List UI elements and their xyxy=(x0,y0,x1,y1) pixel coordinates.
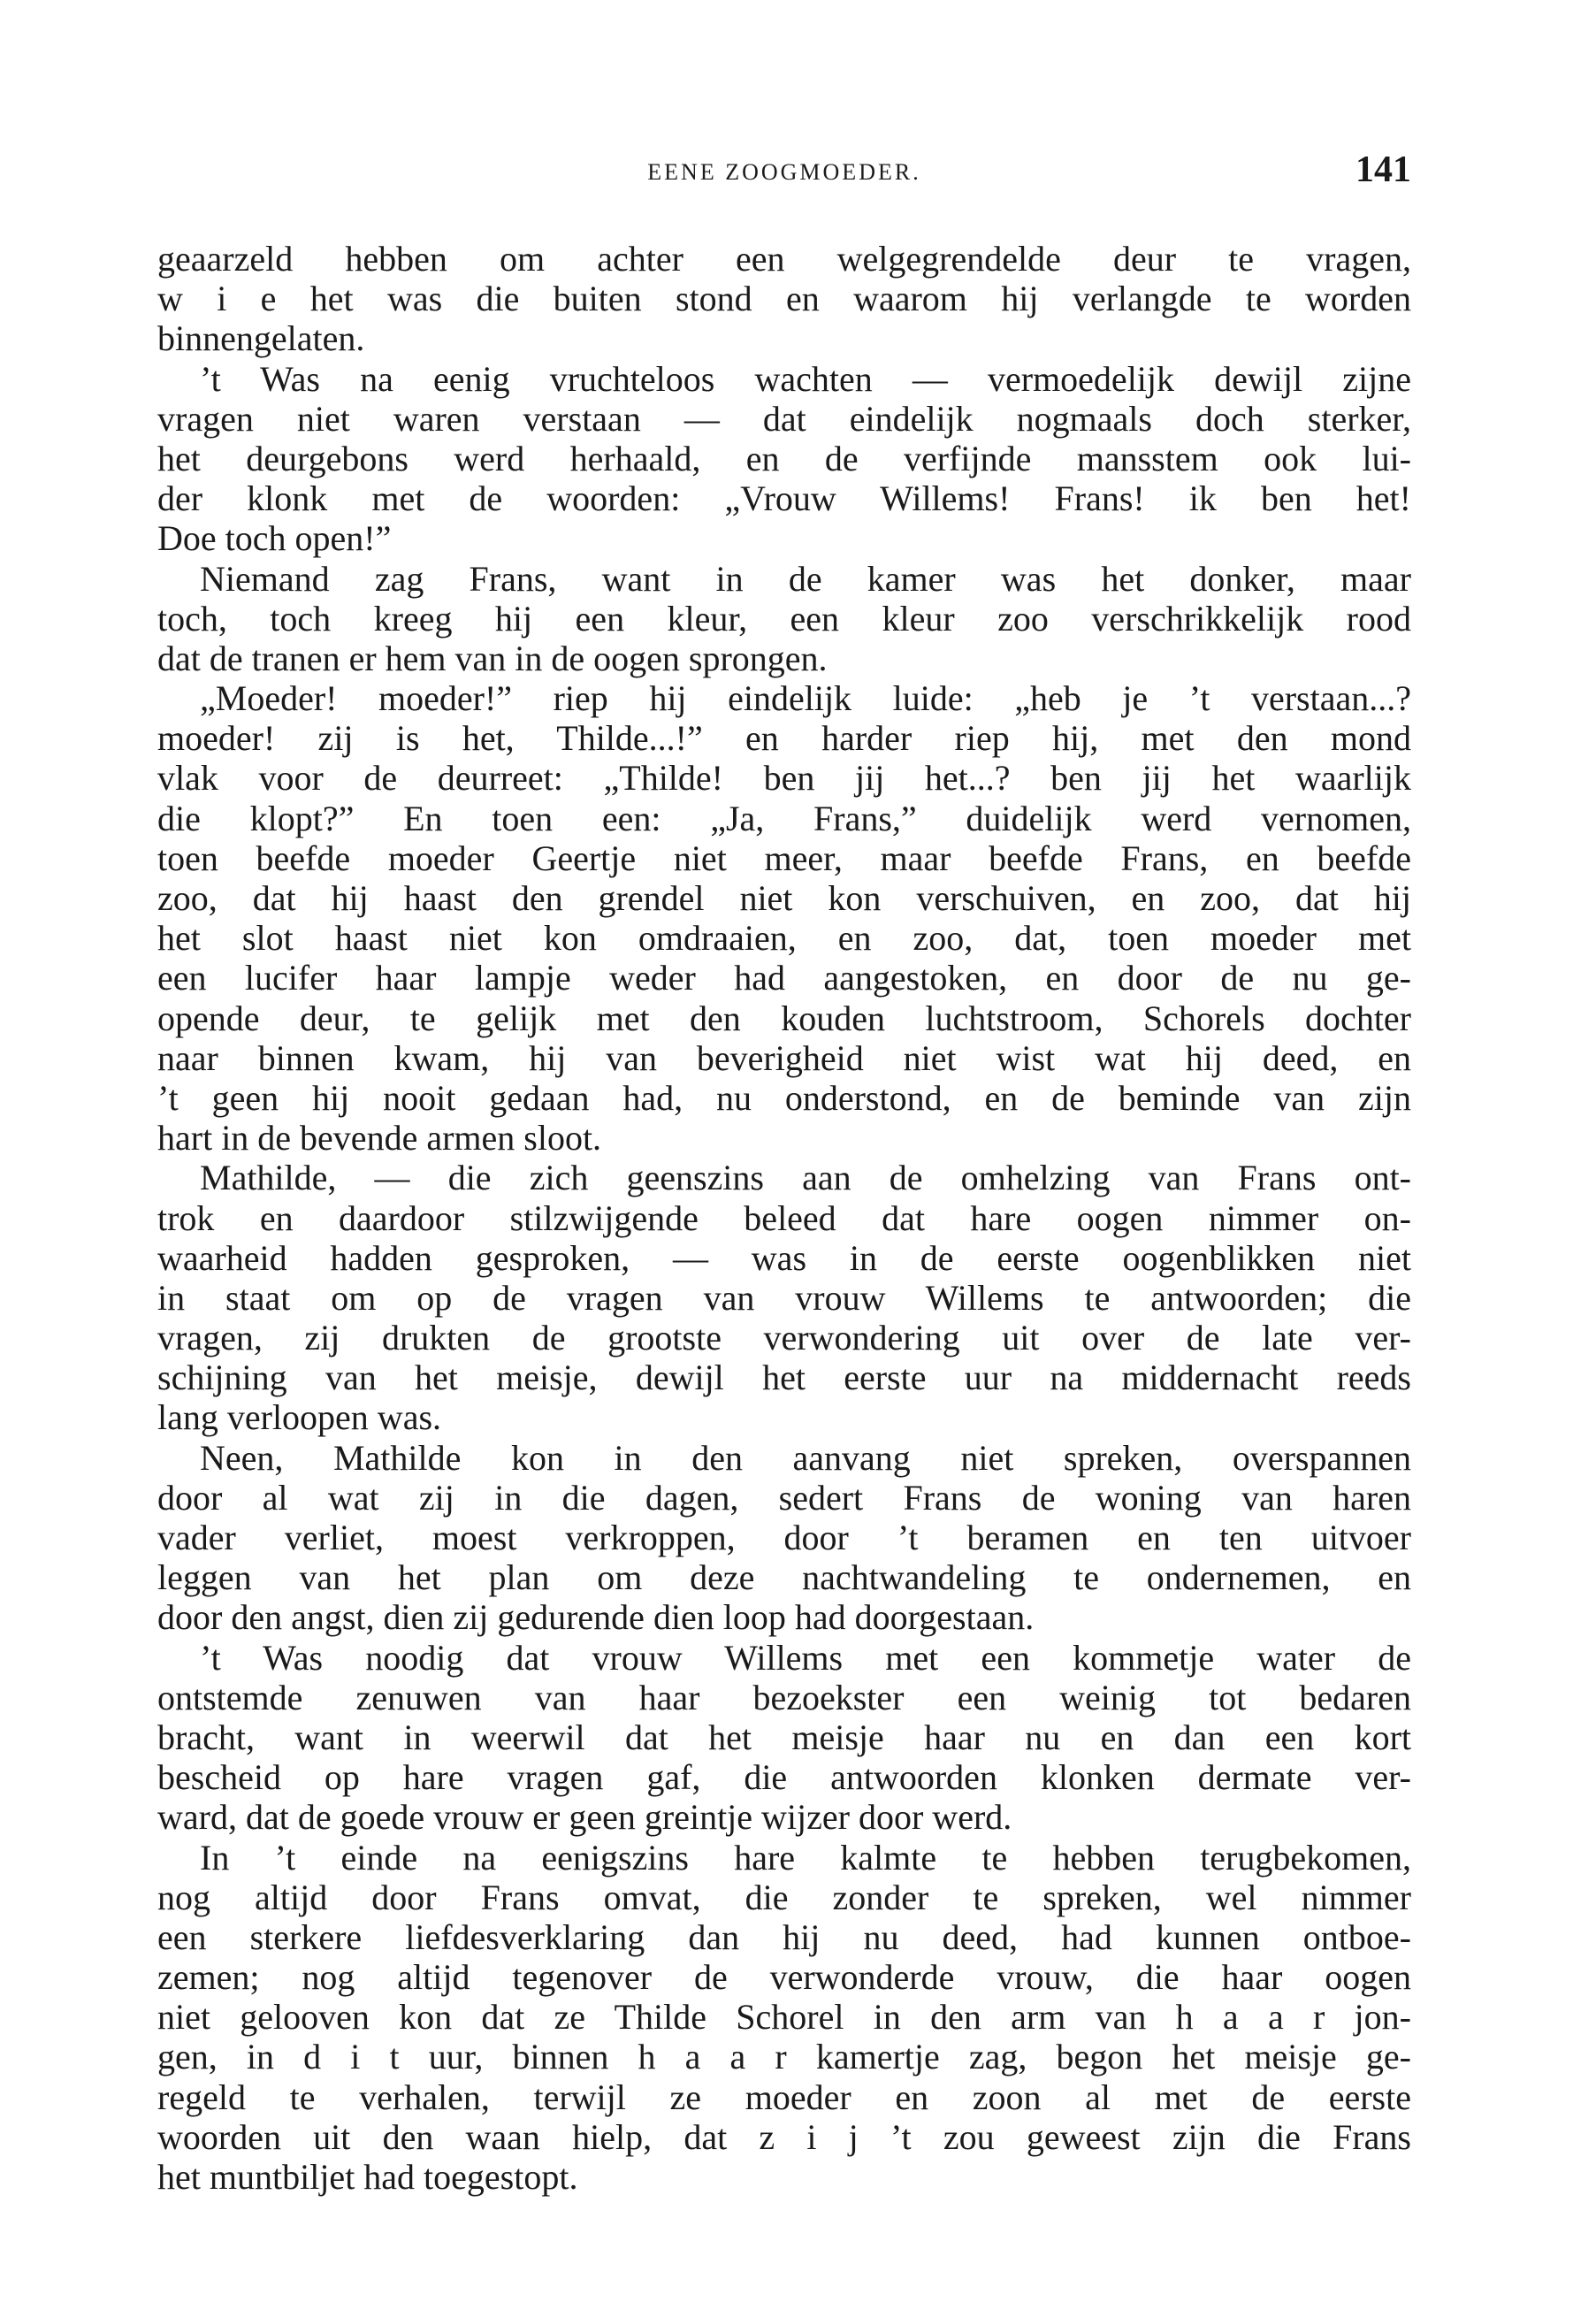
text-line: opende deur, te gelijk met den kouden luchtstroom, Schorels dochter xyxy=(157,998,1411,1038)
text-line: schijning van het meisje, dewijl het eerste uur na middernacht reeds xyxy=(157,1357,1411,1398)
text-line: lang verloopen was. xyxy=(157,1397,442,1438)
text-line: dat de tranen er hem van in de oogen sprongen. xyxy=(157,638,828,678)
text-line: bracht, want in weerwil dat het meisje haar nu en dan een kort xyxy=(157,1717,1411,1757)
text-line: het muntbiljet had toegestopt. xyxy=(157,2157,578,2197)
text-line: door den angst, dien zij gedurende dien loop had doorgestaan. xyxy=(157,1597,1035,1638)
text-line: zoo, dat hij haast den grendel niet kon verschuiven, en zoo, dat hij xyxy=(157,878,1411,918)
text-line: ’t Was noodig dat vrouw Willems met een kommetje water de xyxy=(200,1637,1411,1678)
text-line: door al wat zij in die dagen, sedert Frans de woning van haren xyxy=(157,1477,1411,1518)
text-line: die klopt?” En toen een: „Ja, Frans,” duidelijk werd vernomen, xyxy=(157,798,1411,838)
text-line: ’t geen hij nooit gedaan had, nu onderstond, en de beminde van zijn xyxy=(157,1077,1411,1118)
text-line: Niemand zag Frans, want in de kamer was het donker, maar xyxy=(200,558,1411,599)
text-line: naar binnen kwam, hij van beverigheid niet wist wat hij deed, en xyxy=(157,1037,1411,1078)
text-line: ’t Was na eenig vruchteloos wachten — vermoedelijk dewijl zijne xyxy=(200,358,1411,399)
text-line: „Moeder! moeder!” riep hij eindelijk luide: „heb je ’t verstaan...? xyxy=(200,678,1411,719)
running-header xyxy=(157,149,1411,193)
text-line: een sterkere liefdesverklaring dan hij nu deed, had kunnen ontboe- xyxy=(157,1916,1411,1957)
text-line: hart in de bevende armen sloot. xyxy=(157,1118,602,1159)
text-line: geaarzeld hebben om achter een welgegrendelde deur te vragen, xyxy=(157,239,1411,279)
text-line: bescheid op hare vragen gaf, die antwoorden klonken dermate ver- xyxy=(157,1757,1411,1798)
text-line: ontstemde zenuwen van haar bezoekster een weinig tot bedaren xyxy=(157,1677,1411,1717)
body-text xyxy=(157,239,1411,2197)
text-line: ward, dat de goede vrouw er geen greintje wijzer door werd. xyxy=(157,1797,1012,1838)
text-line: Neen, Mathilde kon in den aanvang niet spreken, overspannen xyxy=(200,1437,1411,1478)
running-title: EENE ZOOGMOEDER. xyxy=(647,159,921,185)
text-line: Mathilde, — die zich geenszins aan de omhelzing van Frans ont- xyxy=(200,1158,1411,1198)
text-line: In ’t einde na eenigszins hare kalmte te hebben terugbekomen, xyxy=(200,1837,1411,1878)
text-line: trok en daardoor stilzwijgende beleed dat hare oogen nimmer on- xyxy=(157,1197,1411,1238)
text-line: moeder! zij is het, Thilde...!” en harder riep hij, met den mond xyxy=(157,718,1411,759)
text-line: niet gelooven kon dat ze Thilde Schorel in den arm van h a a r jon- xyxy=(157,1997,1411,2038)
text-line: binnengelaten. xyxy=(157,318,365,359)
page-number: 141 xyxy=(1355,149,1411,190)
text-line: zemen; nog altijd tegenover de verwonderde vrouw, die haar oogen xyxy=(157,1957,1411,1998)
text-line: een lucifer haar lampje weder had aangestoken, en door de nu ge- xyxy=(157,958,1411,998)
text-line: nog altijd door Frans omvat, die zonder te spreken, wel nimmer xyxy=(157,1877,1411,1917)
text-line: vader verliet, moest verkroppen, door ’t beramen en ten uitvoer xyxy=(157,1518,1411,1557)
text-line: het deurgebons werd herhaald, en de verfijnde mansstem ook lui- xyxy=(157,438,1411,478)
text-line: w i e het was die buiten stond en waarom hij verlangde te worden xyxy=(157,279,1411,319)
text-line: Doe toch open!” xyxy=(157,518,392,559)
text-line: vlak voor de deurreet: „Thilde! ben jij het...? ben jij het waarlijk xyxy=(157,758,1411,799)
text-line: in staat om op de vragen van vrouw Willems te antwoorden; die xyxy=(157,1277,1411,1318)
text-line: der klonk met de woorden: „Vrouw Willems! Frans! ik ben het! xyxy=(157,478,1411,519)
text-line: toch, toch kreeg hij een kleur, een kleur zoo verschrikkelijk rood xyxy=(157,598,1411,639)
text-line: waarheid hadden gesproken, — was in de eerste oogenblikken niet xyxy=(157,1237,1411,1278)
text-line: regeld te verhalen, terwijl ze moeder en zoon al met de eerste xyxy=(157,2076,1411,2117)
text-line: het slot haast niet kon omdraaien, en zoo, dat, toen moeder met xyxy=(157,918,1411,959)
text-line: leggen van het plan om deze nachtwandeling te ondernemen, en xyxy=(157,1557,1411,1598)
text-line: gen, in d i t uur, binnen h a a r kamertje zag, begon het meisje ge- xyxy=(157,2037,1411,2077)
text-line: toen beefde moeder Geertje niet meer, maar beefde Frans, en beefde xyxy=(157,837,1411,878)
text-line: vragen niet waren verstaan — dat eindelijk nogmaals doch sterker, xyxy=(157,398,1411,439)
text-line: vragen, zij drukten de grootste verwondering uit over de late ver- xyxy=(157,1318,1411,1358)
text-line: woorden uit den waan hielp, dat z i j ’t zou geweest zijn die Frans xyxy=(157,2116,1411,2157)
